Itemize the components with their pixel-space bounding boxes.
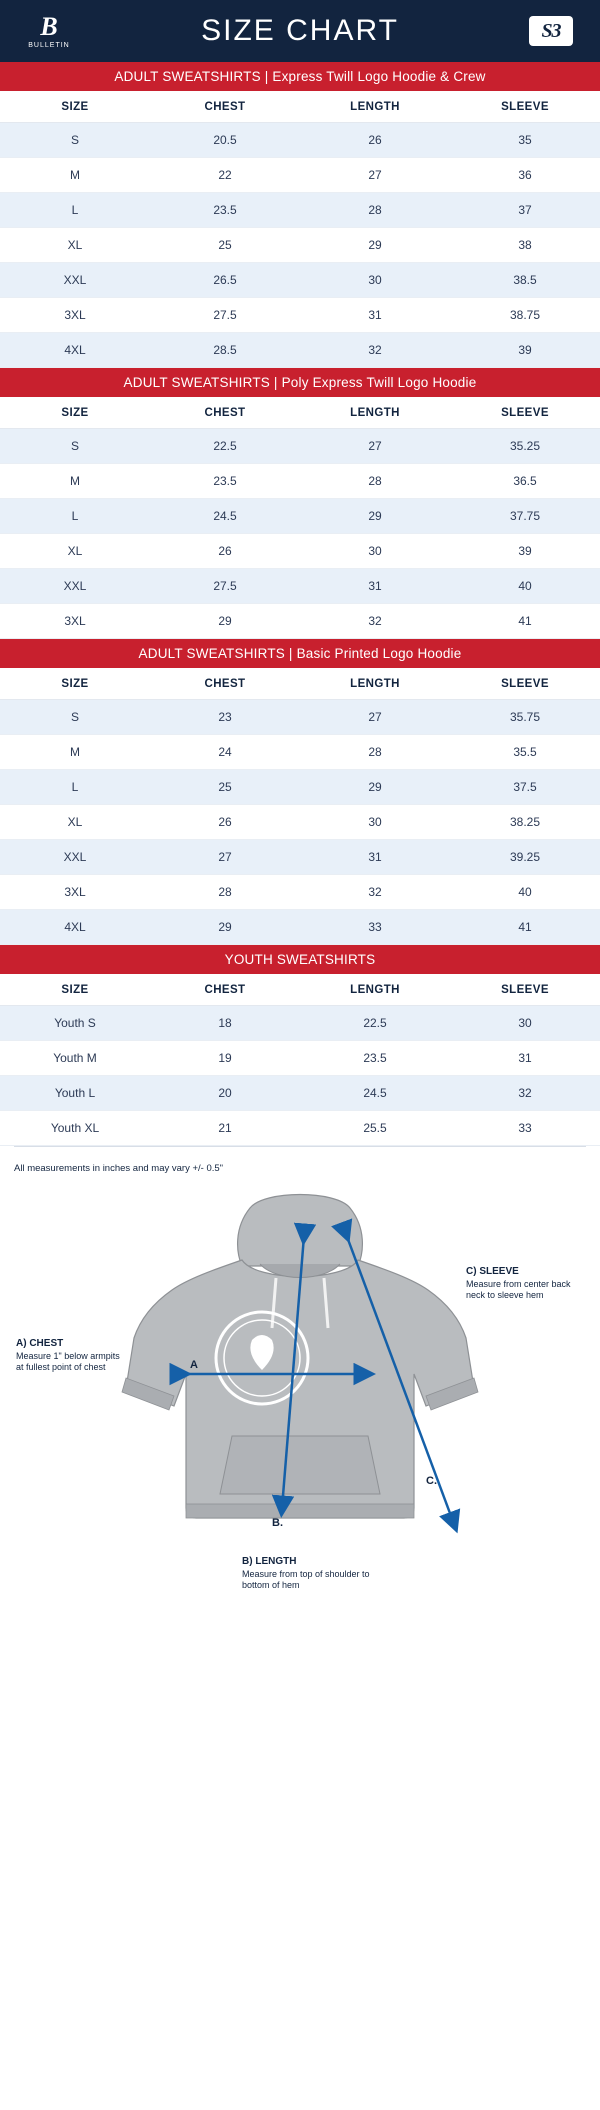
cell-size: S — [0, 123, 150, 158]
cell-size: XXL — [0, 263, 150, 298]
cell-measure: 25 — [150, 770, 300, 805]
cell-size: S — [0, 700, 150, 735]
cell-measure: 18 — [150, 1006, 300, 1041]
page-title: SIZE CHART — [201, 14, 399, 47]
cell-measure: 24.5 — [150, 499, 300, 534]
cell-measure: 25 — [150, 228, 300, 263]
cell-measure: 33 — [300, 910, 450, 945]
table-header-row — [0, 974, 600, 1006]
table-row — [0, 735, 600, 770]
cell-measure: 37.75 — [450, 499, 600, 534]
table-row — [0, 875, 600, 910]
bulletin-logo — [18, 11, 80, 49]
cell-measure: 20 — [150, 1076, 300, 1111]
cell-measure: 28 — [300, 193, 450, 228]
cell-measure: 32 — [450, 1076, 600, 1111]
cell-measure: 32 — [300, 333, 450, 368]
table-row — [0, 700, 600, 735]
cell-measure: 29 — [300, 499, 450, 534]
cell-measure: 40 — [450, 569, 600, 604]
cell-measure: 20.5 — [150, 123, 300, 158]
callout-length — [242, 1556, 372, 1592]
cell-measure: 29 — [150, 910, 300, 945]
measurement-guide — [0, 1147, 600, 1618]
cell-measure: 24.5 — [300, 1076, 450, 1111]
cell-size: S — [0, 429, 150, 464]
cell-size: Youth XL — [0, 1111, 150, 1146]
table-row — [0, 1076, 600, 1111]
cell-measure: 38.25 — [450, 805, 600, 840]
cell-size: L — [0, 499, 150, 534]
cell-measure: 28 — [300, 735, 450, 770]
callout-length-text: Measure from top of shoulder to bottom of hem — [242, 1569, 370, 1591]
callout-chest-title: A) CHEST — [16, 1338, 64, 1349]
cell-measure: 38.75 — [450, 298, 600, 333]
s3-logo-text: S3 — [529, 16, 573, 46]
table-row — [0, 263, 600, 298]
table-row — [0, 840, 600, 875]
cell-measure: 31 — [300, 840, 450, 875]
cell-size: XXL — [0, 840, 150, 875]
table-row — [0, 534, 600, 569]
callout-sleeve — [466, 1266, 586, 1302]
hoodie-diagram — [14, 1178, 586, 1608]
cell-measure: 22.5 — [150, 429, 300, 464]
table-row — [0, 604, 600, 639]
table-row — [0, 569, 600, 604]
cell-measure: 27.5 — [150, 569, 300, 604]
table-row — [0, 298, 600, 333]
callout-sleeve-title: C) SLEEVE — [466, 1266, 519, 1277]
cell-measure: 38.5 — [450, 263, 600, 298]
cell-measure: 30 — [450, 1006, 600, 1041]
size-table — [0, 668, 600, 945]
size-sections — [0, 62, 600, 1146]
cell-measure: 28 — [150, 875, 300, 910]
cell-measure: 27 — [300, 158, 450, 193]
callout-length-title: B) LENGTH — [242, 1556, 297, 1567]
column-header: LENGTH — [300, 397, 450, 429]
cell-measure: 23 — [150, 700, 300, 735]
cell-size: M — [0, 735, 150, 770]
table-row — [0, 333, 600, 368]
cell-measure: 40 — [450, 875, 600, 910]
cell-measure: 35.75 — [450, 700, 600, 735]
column-header: SLEEVE — [450, 397, 600, 429]
cell-measure: 23.5 — [150, 193, 300, 228]
column-header: SLEEVE — [450, 974, 600, 1006]
callout-chest — [16, 1338, 126, 1374]
table-row — [0, 158, 600, 193]
column-header: SIZE — [0, 91, 150, 123]
svg-text:A: A — [190, 1359, 198, 1371]
column-header: LENGTH — [300, 91, 450, 123]
cell-measure: 39 — [450, 534, 600, 569]
cell-measure: 29 — [300, 770, 450, 805]
cell-measure: 26 — [150, 534, 300, 569]
cell-size: 3XL — [0, 298, 150, 333]
cell-measure: 25.5 — [300, 1111, 450, 1146]
cell-measure: 30 — [300, 805, 450, 840]
table-row — [0, 770, 600, 805]
cell-measure: 31 — [450, 1041, 600, 1076]
callout-chest-text: Measure 1" below armpits at fullest point of chest — [16, 1351, 120, 1373]
column-header: SIZE — [0, 974, 150, 1006]
cell-measure: 19 — [150, 1041, 300, 1076]
cell-measure: 41 — [450, 910, 600, 945]
callout-sleeve-text: Measure from center back neck to sleeve hem — [466, 1279, 571, 1301]
table-row — [0, 193, 600, 228]
cell-size: 4XL — [0, 333, 150, 368]
size-table — [0, 397, 600, 639]
cell-measure: 32 — [300, 875, 450, 910]
section-banner: YOUTH SWEATSHIRTS — [0, 945, 600, 974]
cell-measure: 32 — [300, 604, 450, 639]
table-row — [0, 123, 600, 158]
size-table — [0, 91, 600, 368]
section-banner: ADULT SWEATSHIRTS | Express Twill Logo Hoodie & Crew — [0, 62, 600, 91]
svg-text:B.: B. — [272, 1517, 283, 1529]
cell-measure: 21 — [150, 1111, 300, 1146]
column-header: CHEST — [150, 397, 300, 429]
cell-measure: 24 — [150, 735, 300, 770]
size-table — [0, 974, 600, 1146]
column-header: LENGTH — [300, 668, 450, 700]
cell-measure: 30 — [300, 534, 450, 569]
cell-measure: 26.5 — [150, 263, 300, 298]
cell-measure: 27 — [150, 840, 300, 875]
cell-size: Youth L — [0, 1076, 150, 1111]
cell-measure: 37 — [450, 193, 600, 228]
cell-measure: 36 — [450, 158, 600, 193]
table-row — [0, 1006, 600, 1041]
cell-measure: 31 — [300, 298, 450, 333]
cell-measure: 27 — [300, 429, 450, 464]
cell-measure: 35.5 — [450, 735, 600, 770]
cell-size: Youth M — [0, 1041, 150, 1076]
cell-size: XL — [0, 805, 150, 840]
cell-measure: 35.25 — [450, 429, 600, 464]
cell-size: L — [0, 193, 150, 228]
cell-measure: 39 — [450, 333, 600, 368]
cell-size: 3XL — [0, 604, 150, 639]
table-header-row — [0, 91, 600, 123]
cell-measure: 30 — [300, 263, 450, 298]
cell-measure: 23.5 — [150, 464, 300, 499]
column-header: CHEST — [150, 974, 300, 1006]
cell-size: 4XL — [0, 910, 150, 945]
bulletin-logo-mark: B — [40, 11, 58, 41]
section-banner: ADULT SWEATSHIRTS | Poly Express Twill Logo Hoodie — [0, 368, 600, 397]
table-row — [0, 429, 600, 464]
cell-size: Youth S — [0, 1006, 150, 1041]
table-row — [0, 228, 600, 263]
cell-measure: 29 — [150, 604, 300, 639]
cell-measure: 23.5 — [300, 1041, 450, 1076]
table-row — [0, 805, 600, 840]
cell-measure: 28 — [300, 464, 450, 499]
cell-measure: 36.5 — [450, 464, 600, 499]
cell-size: 3XL — [0, 875, 150, 910]
cell-measure: 28.5 — [150, 333, 300, 368]
column-header: SIZE — [0, 397, 150, 429]
column-header: SIZE — [0, 668, 150, 700]
column-header: CHEST — [150, 668, 300, 700]
cell-measure: 27.5 — [150, 298, 300, 333]
table-header-row — [0, 668, 600, 700]
cell-measure: 26 — [150, 805, 300, 840]
cell-measure: 29 — [300, 228, 450, 263]
cell-size: L — [0, 770, 150, 805]
cell-measure: 38 — [450, 228, 600, 263]
bulletin-logo-word: BULLETIN — [28, 41, 70, 49]
column-header: SLEEVE — [450, 668, 600, 700]
cell-measure: 27 — [300, 700, 450, 735]
table-row — [0, 1041, 600, 1076]
svg-text:C.: C. — [426, 1475, 437, 1487]
cell-size: M — [0, 464, 150, 499]
table-row — [0, 1111, 600, 1146]
cell-size: M — [0, 158, 150, 193]
cell-measure: 37.5 — [450, 770, 600, 805]
table-row — [0, 499, 600, 534]
cell-measure: 22 — [150, 158, 300, 193]
cell-measure: 26 — [300, 123, 450, 158]
column-header: SLEEVE — [450, 91, 600, 123]
cell-measure: 39.25 — [450, 840, 600, 875]
page-header — [0, 0, 600, 62]
column-header: CHEST — [150, 91, 300, 123]
hoodie-illustration — [14, 1178, 586, 1608]
cell-size: XXL — [0, 569, 150, 604]
table-header-row — [0, 397, 600, 429]
cell-measure: 22.5 — [300, 1006, 450, 1041]
cell-measure: 41 — [450, 604, 600, 639]
table-row — [0, 464, 600, 499]
cell-measure: 35 — [450, 123, 600, 158]
measurement-note: All measurements in inches and may vary +/- 0.5" — [14, 1163, 224, 1174]
cell-size: XL — [0, 534, 150, 569]
section-banner: ADULT SWEATSHIRTS | Basic Printed Logo Hoodie — [0, 639, 600, 668]
cell-measure: 33 — [450, 1111, 600, 1146]
s3-logo — [520, 16, 582, 46]
cell-size: XL — [0, 228, 150, 263]
table-row — [0, 910, 600, 945]
cell-measure: 31 — [300, 569, 450, 604]
column-header: LENGTH — [300, 974, 450, 1006]
